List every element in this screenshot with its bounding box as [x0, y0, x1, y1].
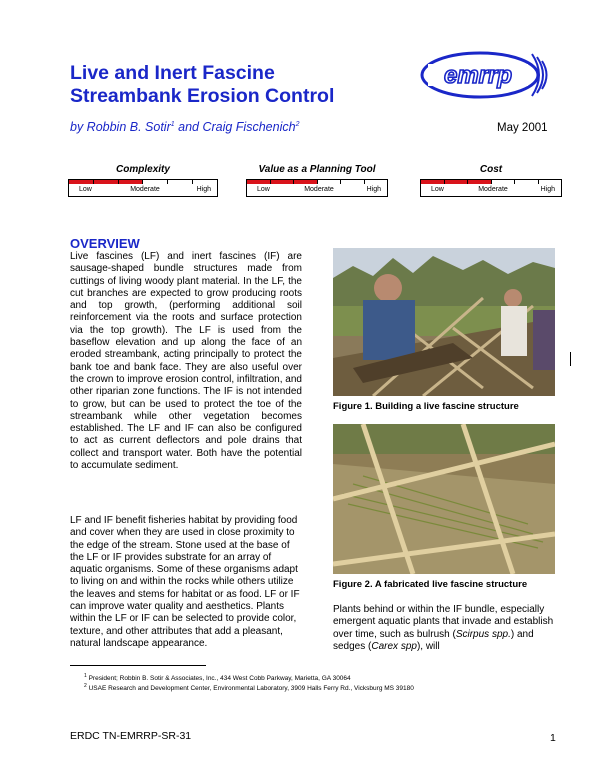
- overview-paragraph-2: LF and IF benefit fisheries habitat by providing food and cover when they are used in close proximity to the edge of the stream. Stone used at the base of the LF or IF provides substrate for an array of aquatic organisms. Some of these organisms adapt to living on and within the rocks while others utilize the leaves and stems for habitat or as food. LF or IF can improve water quality and aesthetics. Plants within the LF or IF can be selected to provide color, texture, and other attributes that add a pleasant, natural landscape appearance.: [70, 515, 300, 649]
- meter-low-label: Low: [79, 186, 92, 193]
- title-line-1: Live and Inert Fascine: [70, 62, 275, 84]
- cost-meter: [420, 164, 562, 197]
- meter-ticks: [246, 184, 388, 197]
- footnote-2-mark: 2: [84, 683, 87, 689]
- figure-1-photo: [333, 248, 555, 396]
- author2-footnote-mark[interactable]: 2: [295, 120, 300, 128]
- col2-text-part-3: ), will: [416, 640, 440, 652]
- figure-1-caption: Figure 1. Building a live fascine structure: [333, 401, 519, 412]
- authors-middle: and Craig Fischenich: [174, 120, 296, 134]
- logo-text: emrrp: [443, 62, 513, 89]
- meter-ticks: [68, 184, 218, 197]
- meter-label: Value as a Planning Tool: [258, 164, 376, 175]
- page-number: 1: [550, 732, 556, 744]
- authors-line: [70, 120, 299, 134]
- margin-mark: [570, 352, 571, 366]
- col2-text-part-1: Plants behind or within the IF bundle, especially emergent aquatic plants that invade and establish over time, such as bulrush (: [333, 604, 554, 640]
- title-line-2: Streambank Erosion Control: [70, 85, 335, 107]
- column-2-paragraph: [333, 604, 563, 653]
- meter-label: Complexity: [116, 164, 170, 175]
- meter-low-label: Low: [257, 186, 270, 193]
- page-title: [70, 62, 334, 108]
- footnote-1-mark: 1: [84, 673, 87, 679]
- meter-ticks: [420, 184, 562, 197]
- meter-label: Cost: [479, 164, 503, 175]
- meter-moderate-label: Moderate: [478, 186, 508, 193]
- col2-italic-carex: Carex spp: [371, 640, 417, 652]
- meter-high-label: High: [540, 186, 555, 193]
- overview-paragraph-1: Live fascines (LF) and inert fascines (IF) are sausage-shaped bundle structures made from cuttings of living woody plant material. In the LF, the cut branches are expected to grow producing roots and top growth, (performing additional soil reinforcement via the roots and surface protection via the top growth). The LF is used from the baseflow elevation and up along the face of an eroded streambank, acting principally to protect the bank toe and bank face. They are also useful over the crown to improve erosion control, infiltration, and other riparian zone functions. The IF is not intended to grow, but can be used to protect the toe of the streambank while other vegetation becomes established. The LF and IF can also be configured to act as current deflectors and pole drains that collect and transport water. Both have the potential to accumulate sediment.: [70, 251, 302, 472]
- figure-2-caption: Figure 2. A fabricated live fascine structure: [333, 579, 528, 590]
- meter-moderate-label: Moderate: [304, 186, 334, 193]
- footnote-1: [84, 673, 351, 682]
- document-id: ERDC TN-EMRRP-SR-31: [70, 730, 192, 742]
- overview-heading: OVERVIEW: [70, 236, 140, 251]
- meter-low-label: Low: [431, 186, 444, 193]
- footnote-1-text: President; Robbin B. Sotir & Associates, Inc., 434 West Cobb Parkway, Marietta, GA 30064: [88, 675, 351, 683]
- footnote-2: [84, 683, 414, 692]
- author1-footnote-mark[interactable]: 1: [170, 120, 175, 128]
- footnote-2-text: USAE Research and Development Center, Environmental Laboratory, 3909 Halls Ferry Rd., Vicksburg MS 39180: [88, 685, 414, 693]
- emrrp-logo: [418, 48, 553, 100]
- footnote-rule: [70, 665, 206, 666]
- meter-high-label: High: [366, 186, 381, 193]
- publication-date: May 2001: [497, 122, 548, 134]
- col2-text-part-2: ) and sedges (: [333, 628, 534, 652]
- authors-prefix: by Robbin B. Sotir: [70, 120, 171, 134]
- figure-2-photo: [333, 424, 555, 574]
- meter-high-label: High: [196, 186, 211, 193]
- complexity-meter: [68, 164, 218, 197]
- col2-italic-scirpus: Scirpus spp.: [455, 628, 511, 640]
- meter-moderate-label: Moderate: [130, 186, 160, 193]
- planning-value-meter: [246, 164, 388, 197]
